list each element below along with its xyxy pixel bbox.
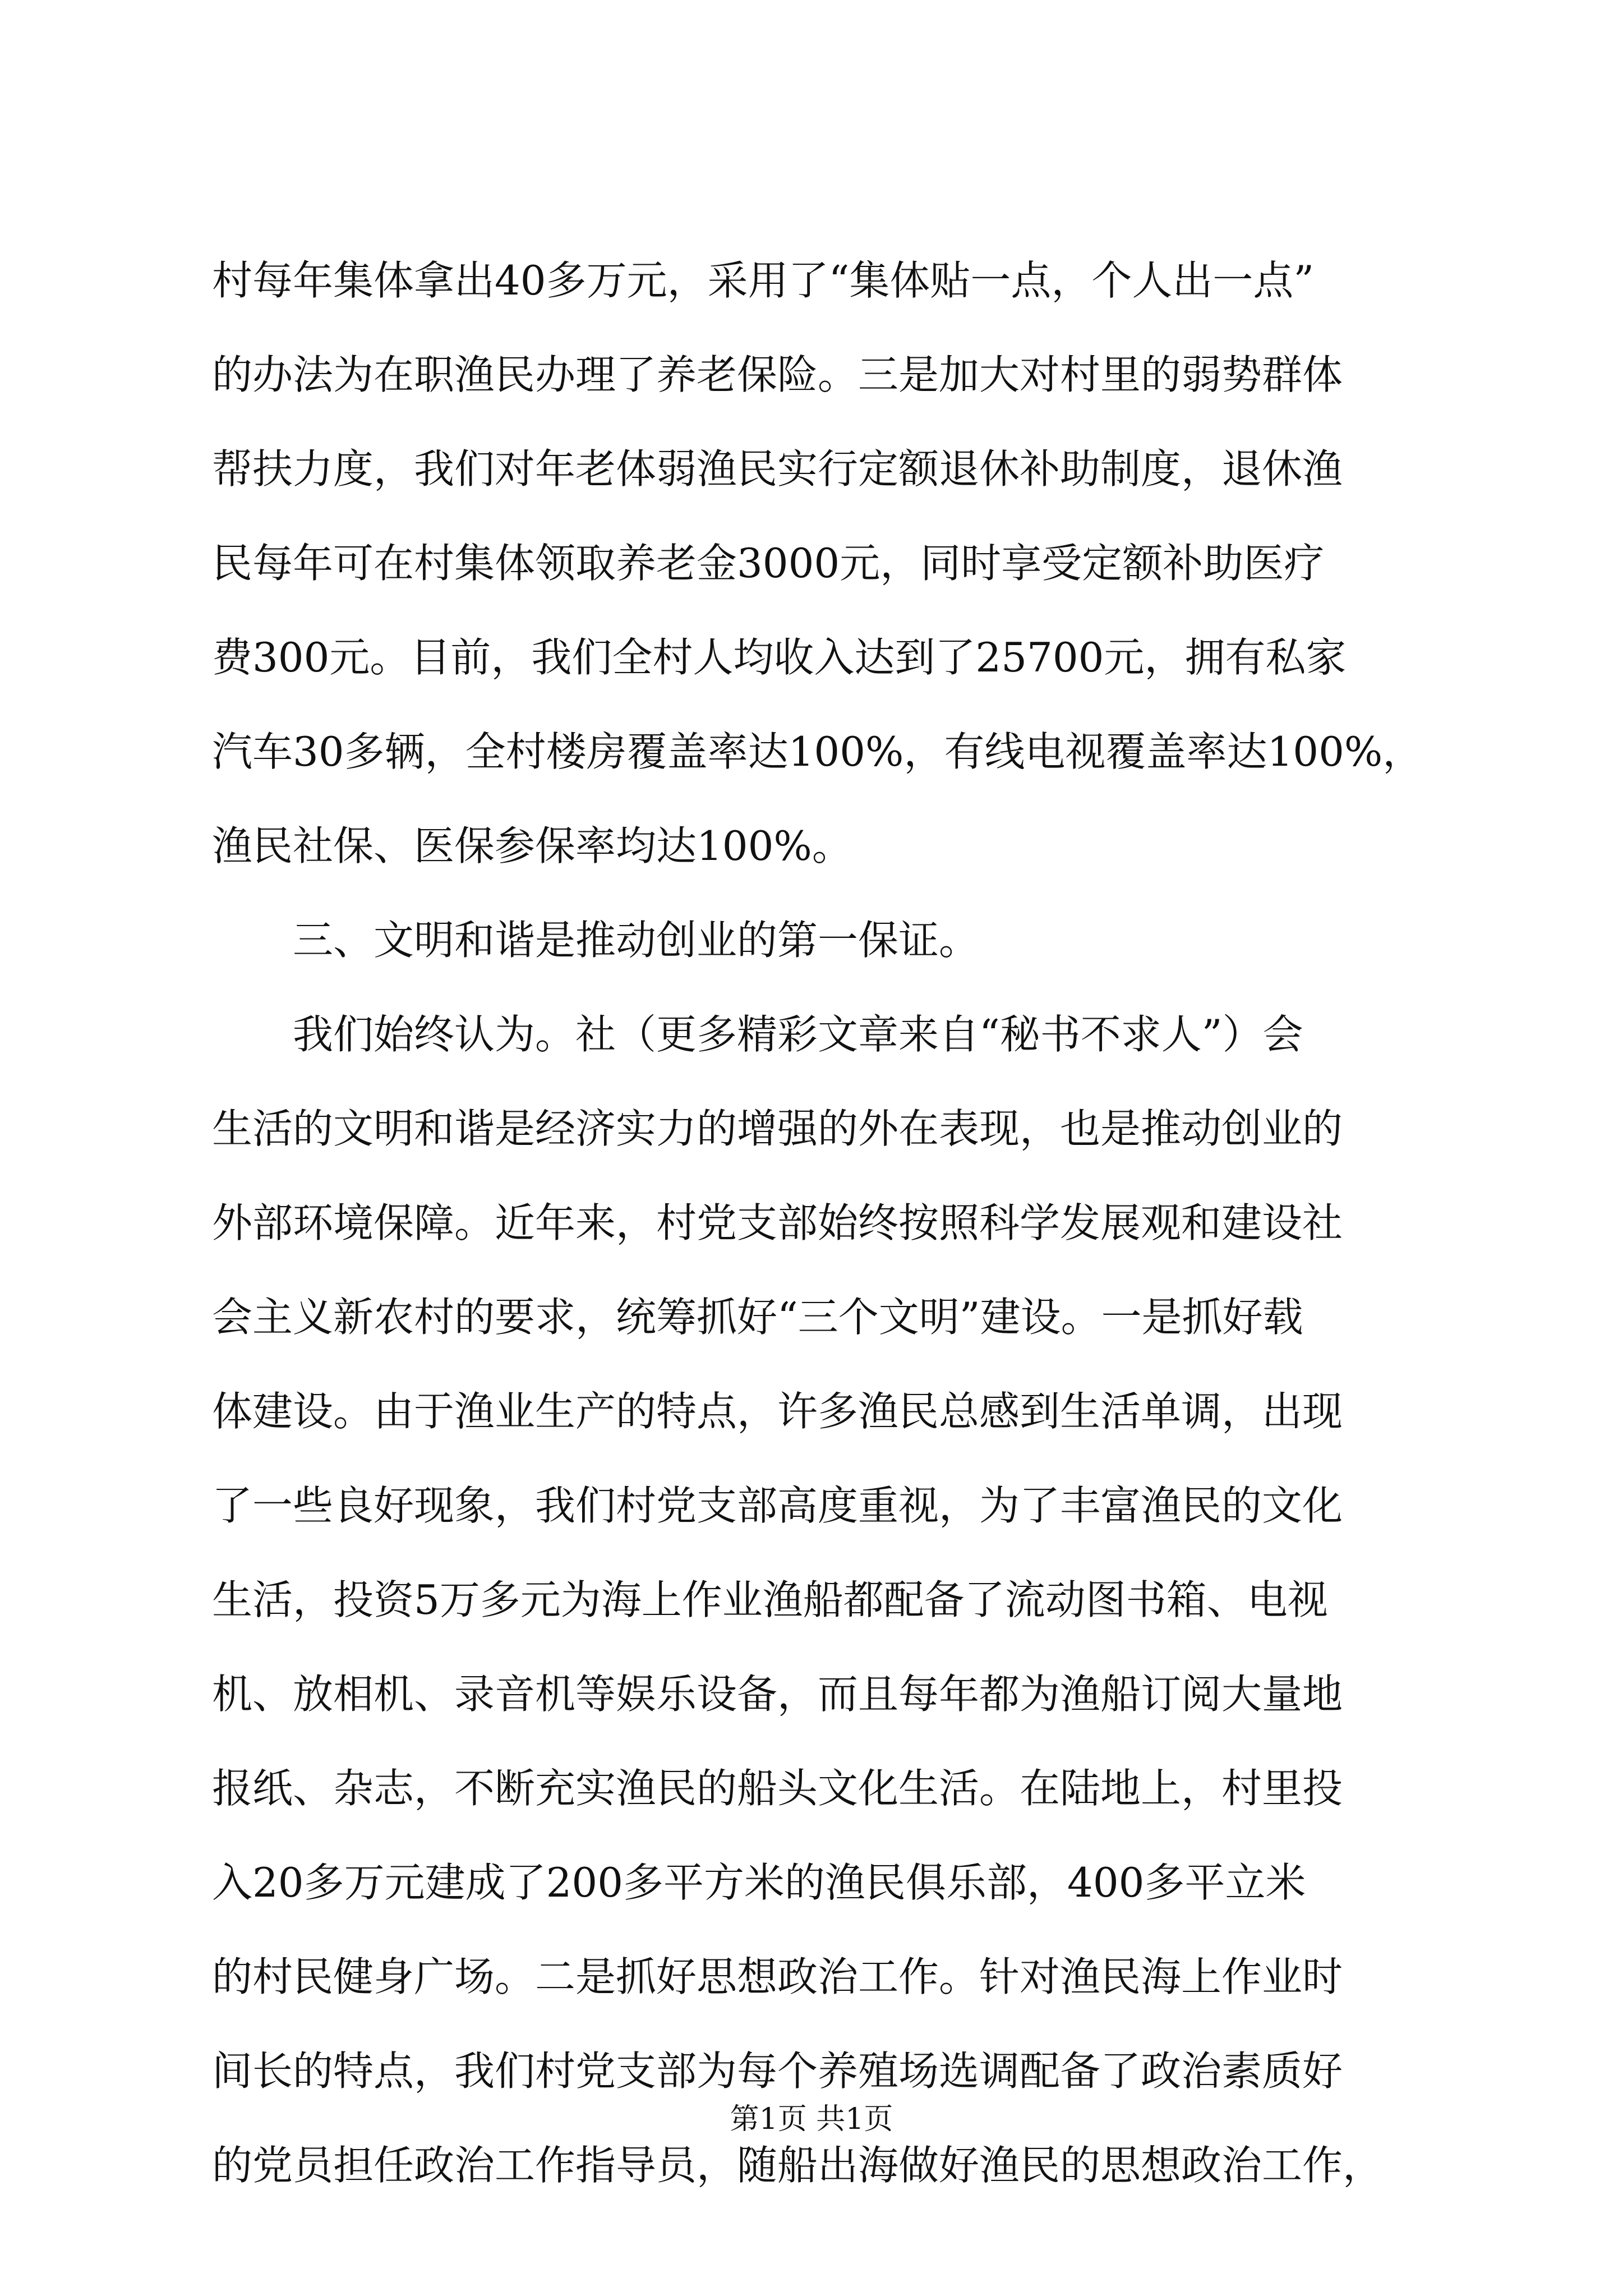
body-text <box>212 233 1446 2212</box>
text-line: 民每年可在村集体领取养老金3000元，同时享受定额补助医疗 <box>212 540 1325 587</box>
page-number: 第1页 共1页 <box>730 2102 893 2136</box>
text-line: 入20多万元建成了200多平方米的渔民俱乐部，400多平立米 <box>212 1859 1306 1906</box>
text-line: 生活的文明和谐是经济实力的增强的外在表现，也是推动创业的 <box>212 1105 1343 1152</box>
text-line: 了一些良好现象，我们村党支部高度重视，为了丰富渔民的文化 <box>212 1482 1343 1529</box>
text-line: 费300元。目前，我们全村人均收入达到了25700元，拥有私家 <box>212 634 1347 681</box>
text-line: 外部环境保障。近年来，村党支部始终按照科学发展观和建设社 <box>212 1199 1343 1246</box>
text-line: 机、放相机、录音机等娱乐设备，而且每年都为渔船订阅大量地 <box>212 1671 1343 1718</box>
text-line: 我们始终认为。社（更多精彩文章来自“秘书不求人”）会 <box>212 1011 1303 1058</box>
text-line: 的村民健身广场。二是抓好思想政治工作。针对渔民海上作业时 <box>212 1953 1343 2000</box>
text-line: 渔民社保、医保参保率均达100%。 <box>212 822 852 869</box>
text-line: 生活，投资5万多元为海上作业渔船都配备了流动图书箱、电视 <box>212 1576 1328 1623</box>
text-line: 体建设。由于渔业生产的特点，许多渔民总感到生活单调，出现 <box>212 1388 1343 1435</box>
text-line: 报纸、杂志，不断充实渔民的船头文化生活。在陆地上，村里投 <box>212 1765 1343 1812</box>
page-footer <box>0 2095 1623 2137</box>
text-line: 间长的特点，我们村党支部为每个养殖场选调配备了政治素质好 <box>212 2047 1343 2095</box>
section-heading: 三、文明和谐是推动创业的第一保证。 <box>212 917 980 964</box>
text-line: 会主义新农村的要求，统筹抓好“三个文明”建设。一是抓好载 <box>212 1294 1303 1341</box>
text-line: 的党员担任政治工作指导员，随船出海做好渔民的思想政治工作， <box>212 2142 1384 2189</box>
text-line: 村每年集体拿出40多万元，采用了“集体贴一点，个人出一点” <box>212 257 1315 304</box>
text-line: 的办法为在职渔民办理了养老保险。三是加大对村里的弱势群体 <box>212 351 1343 398</box>
text-line: 帮扶力度，我们对年老体弱渔民实行定额退休补助制度，退休渔 <box>212 445 1343 493</box>
text-line: 汽车30多辆，全村楼房覆盖率达100%，有线电视覆盖率达100%， <box>212 728 1423 775</box>
